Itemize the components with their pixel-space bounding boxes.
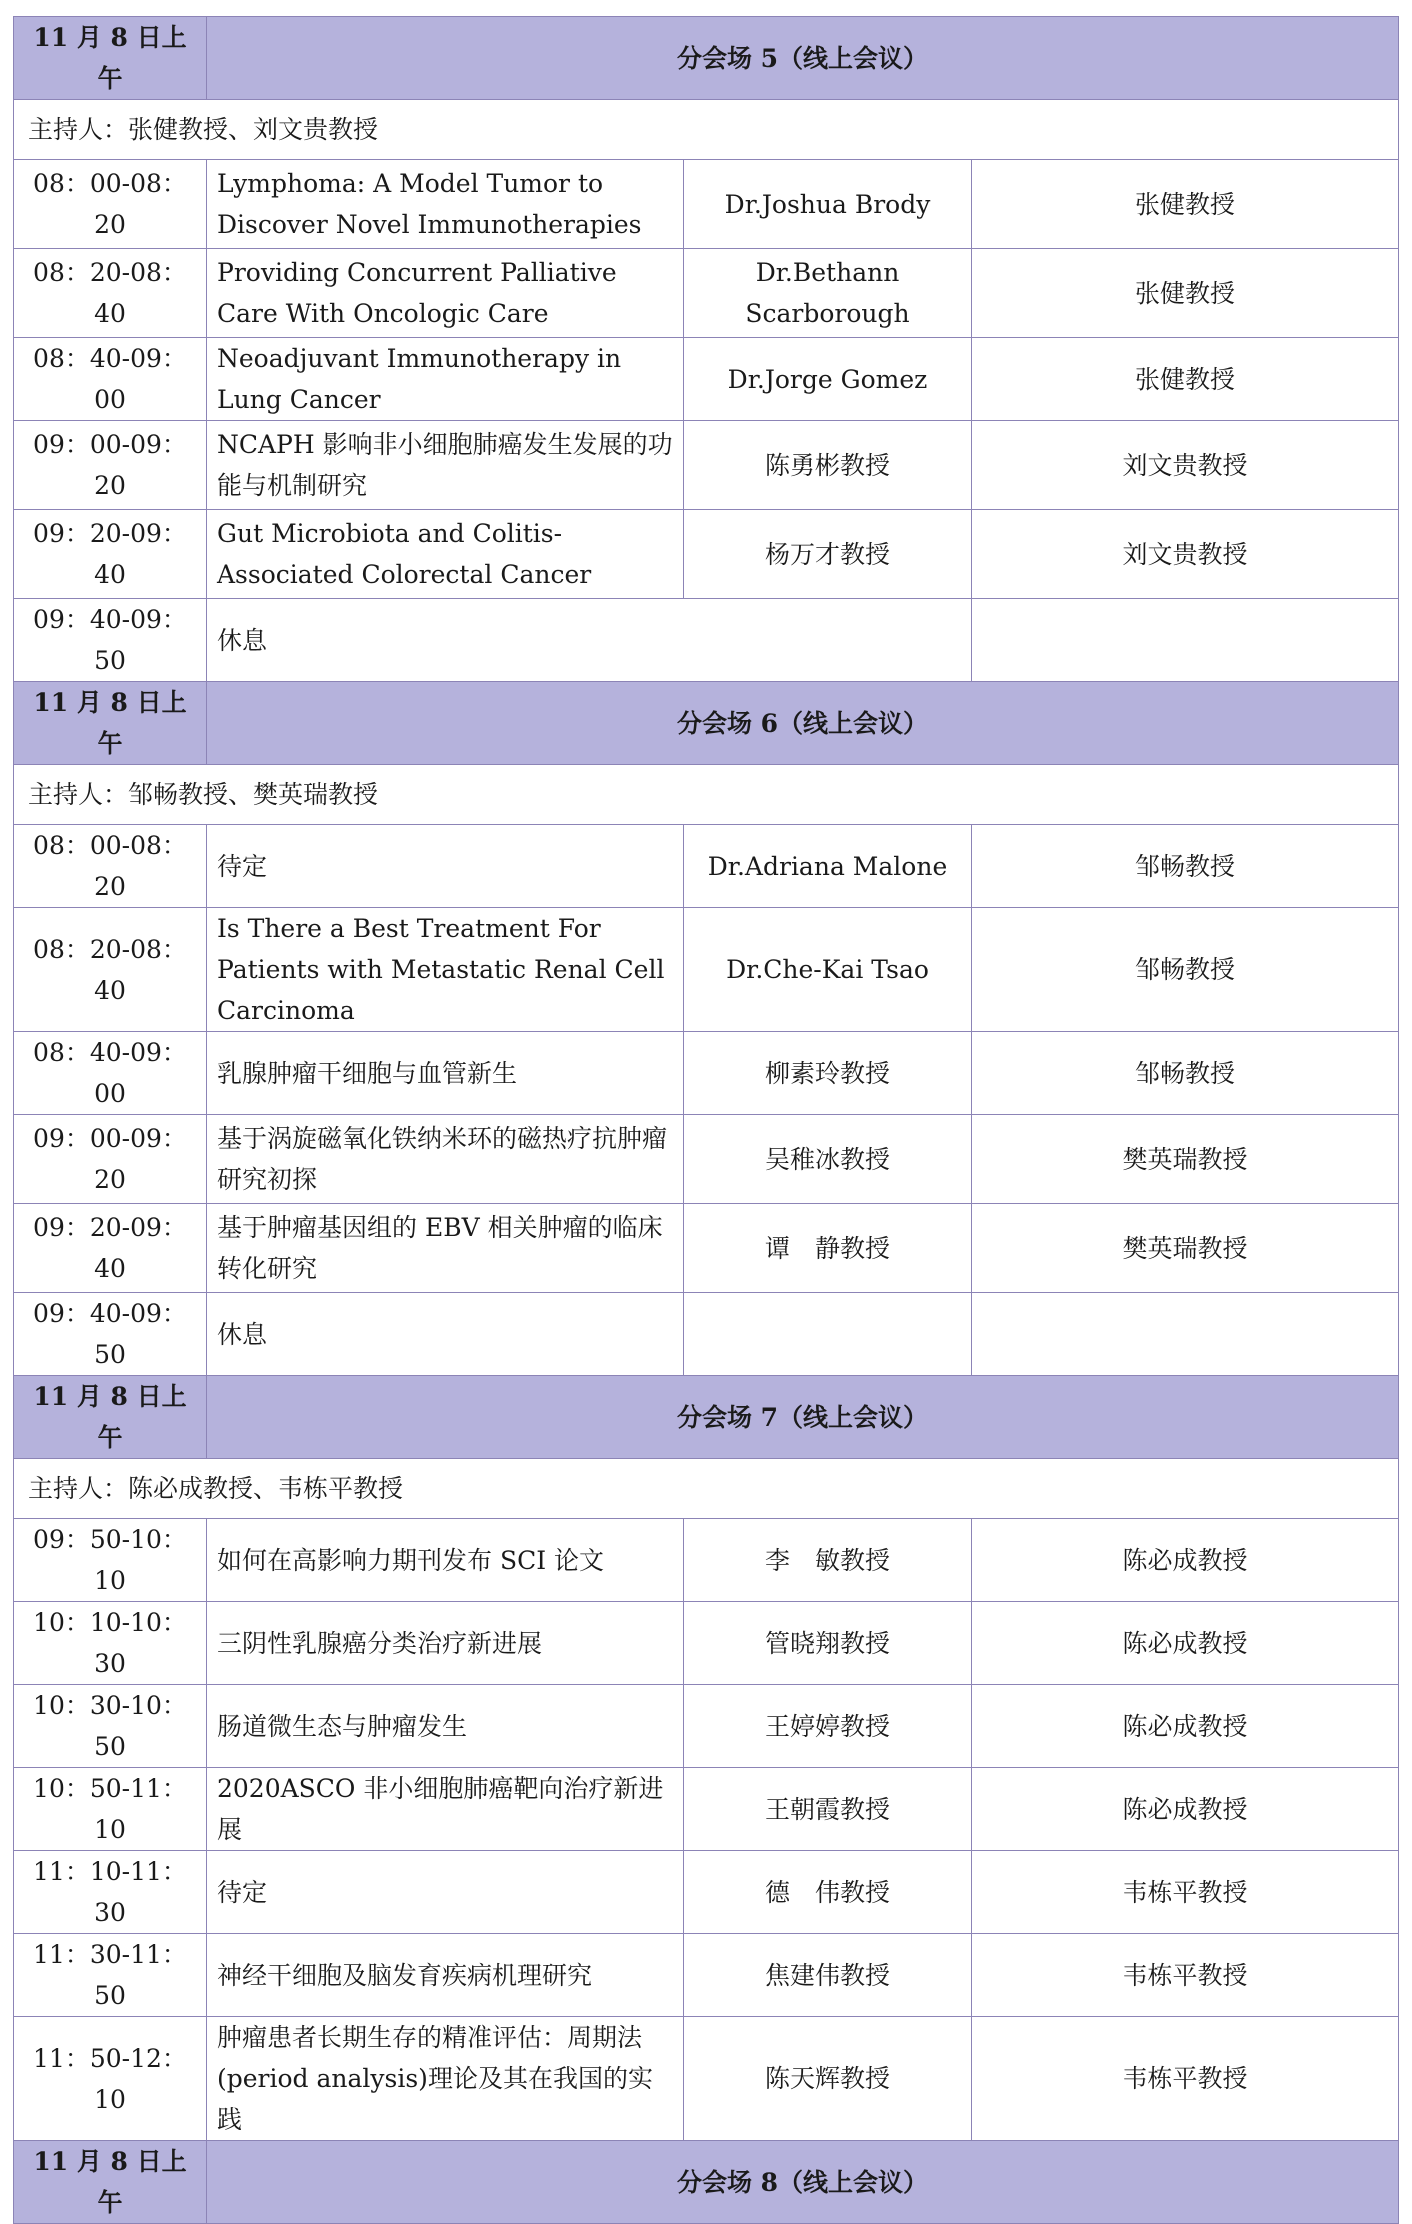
speaker: Dr.Adriana Malone: [684, 825, 972, 908]
speaker: 王婷婷教授: [684, 1685, 972, 1768]
session-hosts: 主持人：张健教授、刘文贵教授: [14, 100, 1399, 160]
time-slot: 08：40-09：00: [14, 338, 207, 421]
time-slot: 08：00-08：20: [14, 160, 207, 249]
table-row: [14, 160, 1399, 249]
time-slot: 11：30-11：50: [14, 1934, 207, 2017]
speaker: Dr.Joshua Brody: [684, 160, 972, 249]
chair: 邹畅教授: [972, 908, 1399, 1032]
chair: 刘文贵教授: [972, 421, 1399, 510]
table-row: [14, 1768, 1399, 1851]
chair: 韦栋平教授: [972, 1851, 1399, 1934]
time-slot: 09：20-09：40: [14, 510, 207, 599]
talk-topic: Is There a Best Treatment For Patients with Metastatic Renal Cell Carcinoma: [207, 908, 684, 1032]
talk-topic: 待定: [207, 825, 684, 908]
table-row: [14, 1293, 1399, 1376]
time-slot: 11：50-12：10: [14, 2017, 207, 2141]
talk-topic: 乳腺肿瘤干细胞与血管新生: [207, 1032, 684, 1115]
speaker: 管晓翔教授: [684, 1602, 972, 1685]
table-row: [14, 2017, 1399, 2141]
session-date: 11 月 8 日上午: [14, 2141, 207, 2224]
chair: 韦栋平教授: [972, 2017, 1399, 2141]
session-header: [14, 1376, 1399, 1459]
table-row: [14, 249, 1399, 338]
talk-topic: 肿瘤患者长期生存的精准评估：周期法(period analysis)理论及其在我国的实践: [207, 2017, 684, 2141]
session-header: [14, 17, 1399, 100]
table-row: [14, 908, 1399, 1032]
speaker: 柳素玲教授: [684, 1032, 972, 1115]
chair: 张健教授: [972, 249, 1399, 338]
speaker: [684, 1293, 972, 1376]
table-row: [14, 599, 1399, 682]
time-slot: 10：10-10：30: [14, 1602, 207, 1685]
talk-topic: 神经干细胞及脑发育疾病机理研究: [207, 1934, 684, 2017]
speaker: Dr.Bethann Scarborough: [684, 249, 972, 338]
table-row: [14, 1032, 1399, 1115]
time-slot: 09：40-09：50: [14, 1293, 207, 1376]
talk-topic: Lymphoma: A Model Tumor to Discover Novel Immunotherapies: [207, 160, 684, 249]
chair: 陈必成教授: [972, 1519, 1399, 1602]
session-title: 分会场 6（线上会议）: [207, 682, 1399, 765]
session-header: [14, 2141, 1399, 2224]
talk-topic: 待定: [207, 1851, 684, 1934]
chair: 张健教授: [972, 160, 1399, 249]
chair: 樊英瑞教授: [972, 1115, 1399, 1204]
talk-topic: 肠道微生态与肿瘤发生: [207, 1685, 684, 1768]
talk-topic: 休息: [207, 599, 972, 682]
speaker: 吴稚冰教授: [684, 1115, 972, 1204]
chair: 邹畅教授: [972, 825, 1399, 908]
session-date: 11 月 8 日上午: [14, 682, 207, 765]
session-header: [14, 682, 1399, 765]
time-slot: 11：10-11：30: [14, 1851, 207, 1934]
table-row: [14, 1602, 1399, 1685]
time-slot: 08：20-08：40: [14, 249, 207, 338]
session-hosts: 主持人：陈必成教授、韦栋平教授: [14, 1459, 1399, 1519]
time-slot: 09：00-09：20: [14, 421, 207, 510]
time-slot: 10：50-11：10: [14, 1768, 207, 1851]
chair: 刘文贵教授: [972, 510, 1399, 599]
session-hosts-row: [14, 765, 1399, 825]
speaker: 谭 静教授: [684, 1204, 972, 1293]
talk-topic: 2020ASCO 非小细胞肺癌靶向治疗新进展: [207, 1768, 684, 1851]
speaker: 陈勇彬教授: [684, 421, 972, 510]
table-row: [14, 1685, 1399, 1768]
session-hosts-row: [14, 100, 1399, 160]
talk-topic: NCAPH 影响非小细胞肺癌发生发展的功能与机制研究: [207, 421, 684, 510]
chair: 张健教授: [972, 338, 1399, 421]
schedule-body: [14, 17, 1399, 2224]
talk-topic: 三阴性乳腺癌分类治疗新进展: [207, 1602, 684, 1685]
table-row: [14, 338, 1399, 421]
chair: [972, 1293, 1399, 1376]
table-row: [14, 1851, 1399, 1934]
talk-topic: 休息: [207, 1293, 684, 1376]
chair: 陈必成教授: [972, 1602, 1399, 1685]
time-slot: 08：00-08：20: [14, 825, 207, 908]
time-slot: 09：40-09：50: [14, 599, 207, 682]
table-row: [14, 1204, 1399, 1293]
speaker: 德 伟教授: [684, 1851, 972, 1934]
session-title: 分会场 8（线上会议）: [207, 2141, 1399, 2224]
chair: 陈必成教授: [972, 1768, 1399, 1851]
time-slot: 10：30-10：50: [14, 1685, 207, 1768]
schedule-table: [13, 16, 1399, 2224]
chair: 樊英瑞教授: [972, 1204, 1399, 1293]
session-hosts-row: [14, 1459, 1399, 1519]
time-slot: 08：40-09：00: [14, 1032, 207, 1115]
time-slot: 09：20-09：40: [14, 1204, 207, 1293]
table-row: [14, 1934, 1399, 2017]
speaker: Dr.Che-Kai Tsao: [684, 908, 972, 1032]
table-row: [14, 825, 1399, 908]
time-slot: 08：20-08：40: [14, 908, 207, 1032]
time-slot: 09：00-09：20: [14, 1115, 207, 1204]
talk-topic: 基于肿瘤基因组的 EBV 相关肿瘤的临床转化研究: [207, 1204, 684, 1293]
talk-topic: 基于涡旋磁氧化铁纳米环的磁热疗抗肿瘤研究初探: [207, 1115, 684, 1204]
session-title: 分会场 7（线上会议）: [207, 1376, 1399, 1459]
chair: 邹畅教授: [972, 1032, 1399, 1115]
speaker: 陈天辉教授: [684, 2017, 972, 2141]
speaker: 杨万才教授: [684, 510, 972, 599]
session-hosts: 主持人：邹畅教授、樊英瑞教授: [14, 765, 1399, 825]
talk-topic: Providing Concurrent Palliative Care With Oncologic Care: [207, 249, 684, 338]
speaker: 王朝霞教授: [684, 1768, 972, 1851]
speaker: Dr.Jorge Gomez: [684, 338, 972, 421]
talk-topic: 如何在高影响力期刊发布 SCI 论文: [207, 1519, 684, 1602]
speaker: 焦建伟教授: [684, 1934, 972, 2017]
speaker: 李 敏教授: [684, 1519, 972, 1602]
talk-topic: Neoadjuvant Immunotherapy in Lung Cancer: [207, 338, 684, 421]
chair: 韦栋平教授: [972, 1934, 1399, 2017]
talk-topic: Gut Microbiota and Colitis-Associated Colorectal Cancer: [207, 510, 684, 599]
table-row: [14, 510, 1399, 599]
time-slot: 09：50-10：10: [14, 1519, 207, 1602]
table-row: [14, 421, 1399, 510]
session-date: 11 月 8 日上午: [14, 17, 207, 100]
session-title: 分会场 5（线上会议）: [207, 17, 1399, 100]
chair: 陈必成教授: [972, 1685, 1399, 1768]
chair: [972, 599, 1399, 682]
table-row: [14, 1115, 1399, 1204]
session-date: 11 月 8 日上午: [14, 1376, 207, 1459]
table-row: [14, 1519, 1399, 1602]
